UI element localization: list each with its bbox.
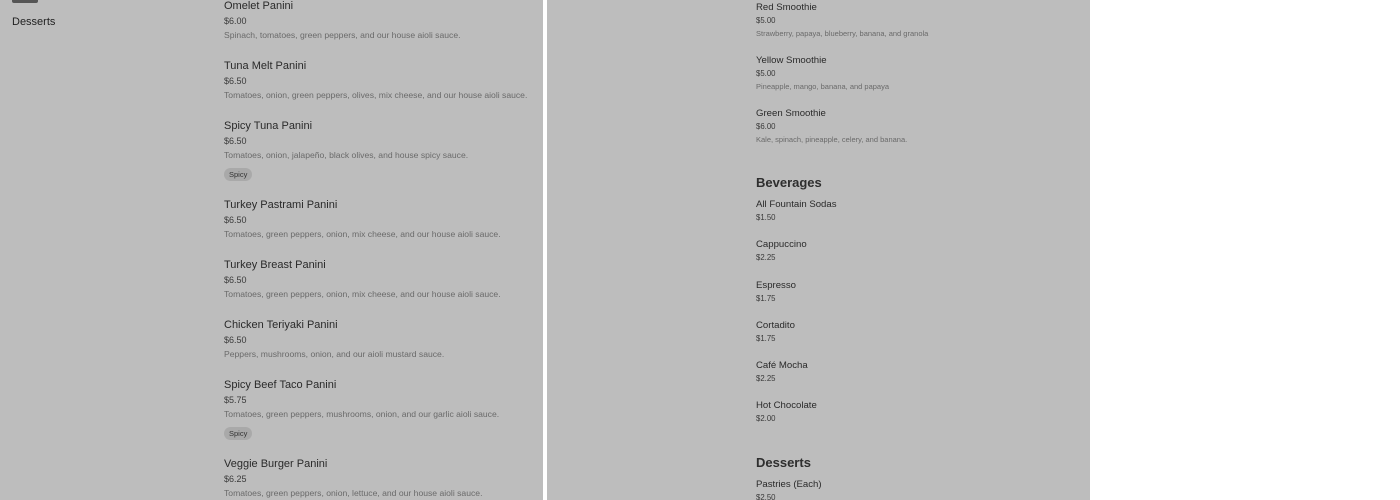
item-price: $6.50	[224, 136, 247, 146]
item-name: Turkey Pastrami Panini	[224, 199, 338, 211]
item-name: Veggie Burger Panini	[224, 458, 328, 470]
item-price: $2.25	[756, 253, 776, 263]
menu-item[interactable]	[224, 454, 534, 500]
item-price: $5.75	[224, 395, 247, 405]
item-price: $2.50	[756, 493, 776, 500]
spicy-badge: Spicy	[224, 427, 252, 440]
menu-item[interactable]	[224, 116, 534, 195]
item-price: $5.00	[756, 16, 776, 25]
item-name: Hot Chocolate	[756, 400, 817, 412]
menu-item[interactable]	[224, 315, 534, 375]
item-name: Café Mocha	[756, 360, 808, 372]
item-description: Tomatoes, green peppers, onion, lettuce, and our house aioli sauce.	[224, 488, 483, 498]
item-description: Tomatoes, green peppers, onion, mix cheese, and our house aioli sauce.	[224, 229, 501, 239]
item-name: Green Smoothie	[756, 108, 826, 119]
item-price: $6.25	[224, 474, 247, 484]
menu-item[interactable]	[224, 56, 534, 116]
item-name: Cappuccino	[756, 239, 807, 251]
item-name: Red Smoothie	[756, 2, 817, 13]
blank-area	[1090, 0, 1400, 500]
item-name: Pastries (Each)	[756, 479, 822, 490]
item-name: Tuna Melt Panini	[224, 60, 307, 72]
item-description: Pineapple, mango, banana, and papaya	[756, 82, 890, 91]
item-name: Yellow Smoothie	[756, 55, 827, 66]
menu-item[interactable]	[224, 0, 534, 56]
item-name: Espresso	[756, 279, 796, 291]
item-price: $1.50	[756, 213, 776, 222]
item-price: $6.00	[756, 122, 776, 131]
menu-item[interactable]	[224, 195, 534, 255]
item-name: Spicy Beef Taco Panini	[224, 379, 337, 391]
item-price: $6.50	[224, 76, 247, 86]
section-heading-desserts: Desserts	[756, 455, 811, 470]
item-description: Tomatoes, onion, green peppers, olives, mix cheese, and our house aioli sauce.	[224, 90, 528, 100]
menu-item[interactable]	[224, 375, 534, 454]
item-description: Tomatoes, onion, jalapeño, black olives, and house spicy sauce.	[224, 150, 469, 160]
item-price: $6.50	[224, 275, 247, 285]
sidebar-item-partial[interactable]	[12, 0, 38, 3]
section-heading-beverages: Beverages	[756, 175, 822, 190]
item-description: Strawberry, papaya, blueberry, banana, and granola	[756, 29, 929, 38]
spicy-badge: Spicy	[224, 168, 252, 181]
item-price: $2.25	[756, 374, 776, 384]
item-price: $5.00	[756, 69, 776, 78]
item-name: Turkey Breast Panini	[224, 259, 326, 271]
item-price: $2.00	[756, 414, 776, 424]
item-description: Peppers, mushrooms, onion, and our aioli mustard sauce.	[224, 349, 445, 359]
clipped-label	[12, 0, 38, 3]
menu-item[interactable]	[224, 255, 534, 315]
item-name: Chicken Teriyaki Panini	[224, 319, 338, 331]
sidebar-item-desserts[interactable]: Desserts	[12, 16, 56, 28]
item-description: Tomatoes, green peppers, mushrooms, onion, and our garlic aioli sauce.	[224, 409, 500, 419]
item-price: $1.75	[756, 333, 776, 343]
item-name: All Fountain Sodas	[756, 199, 837, 210]
item-name: Cortadito	[756, 319, 795, 331]
item-name: Omelet Panini	[224, 0, 294, 12]
menu-pane-right	[547, 0, 1090, 500]
item-price: $6.50	[224, 215, 247, 225]
item-name: Spicy Tuna Panini	[224, 120, 313, 132]
item-price: $6.50	[224, 335, 247, 345]
menu-pane-left	[0, 0, 543, 500]
menu-item-list	[224, 0, 534, 500]
item-description: Kale, spinach, pineapple, celery, and banana.	[756, 135, 908, 144]
item-description: Tomatoes, green peppers, onion, mix cheese, and our house aioli sauce.	[224, 289, 501, 299]
item-price: $6.00	[224, 16, 247, 26]
item-description: Spinach, tomatoes, green peppers, and our house aioli sauce.	[224, 30, 461, 40]
item-price: $1.75	[756, 293, 776, 303]
